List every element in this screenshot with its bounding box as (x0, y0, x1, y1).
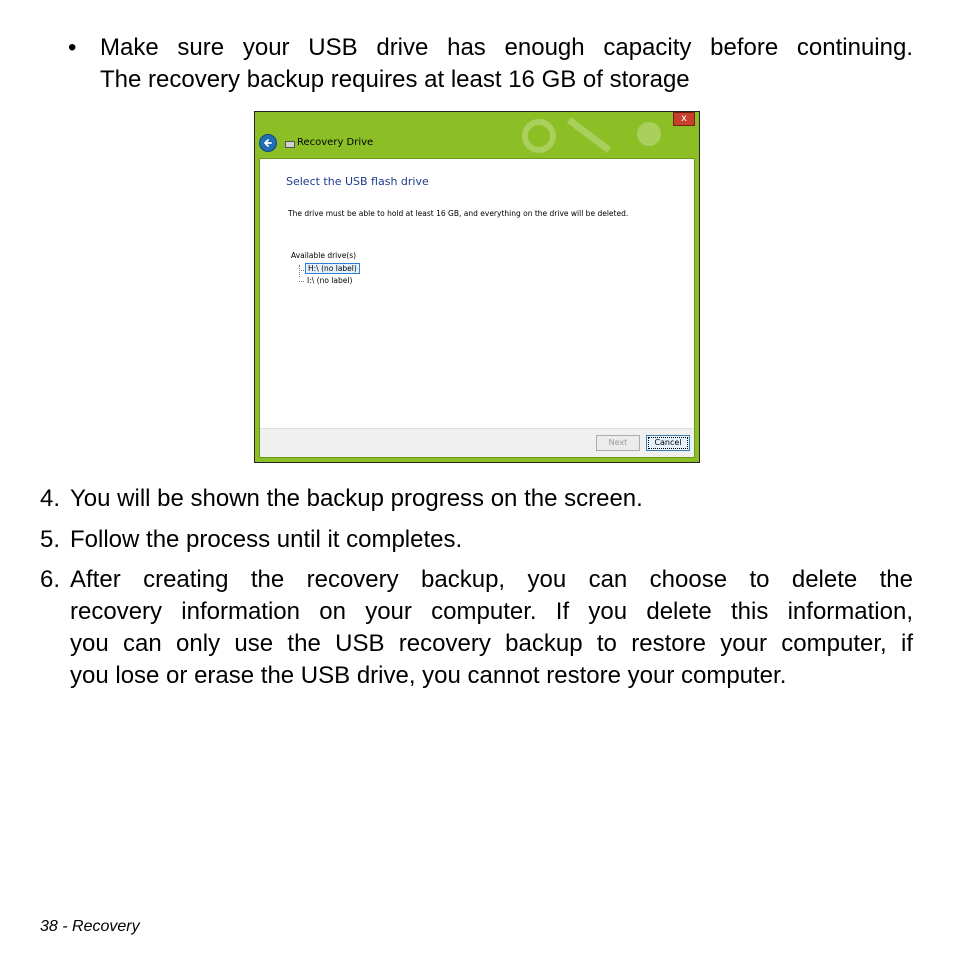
bullet-line-1: Make sure your USB drive has enough capacity before continuing. (100, 34, 913, 61)
drive-item-h[interactable]: H:\ (no label) (305, 263, 360, 274)
tree-line (299, 281, 304, 282)
window-titlebar (259, 134, 679, 156)
bullet-mark: • (68, 34, 77, 61)
wizard-heading: Select the USB flash drive (286, 175, 429, 188)
recovery-drive-window (254, 111, 700, 463)
close-button[interactable]: x (673, 112, 695, 126)
wizard-footer (260, 428, 694, 457)
step-6-line-2: recovery information on your computer. If you delete this information, (70, 598, 913, 625)
back-button[interactable] (259, 134, 277, 152)
drive-icon (285, 141, 295, 148)
window-title: Recovery Drive (297, 137, 374, 148)
step-5-text: Follow the process until it completes. (70, 526, 463, 553)
step-number-6: 6. (40, 566, 61, 593)
drive-item-i[interactable]: I:\ (no label) (307, 276, 353, 285)
step-6-line-4: you lose or erase the USB drive, you cannot restore your computer. (70, 662, 787, 689)
tree-line (299, 265, 300, 277)
step-number-5: 5. (40, 526, 61, 553)
arrow-left-icon (260, 135, 276, 151)
tree-line (299, 270, 304, 271)
bullet-paragraph (100, 32, 913, 96)
next-button[interactable]: Next (596, 435, 640, 451)
step-4-text: You will be shown the backup progress on the screen. (70, 485, 643, 512)
step-6-line-1: After creating the recovery backup, you can choose to delete the (70, 566, 913, 593)
available-drives-label: Available drive(s) (291, 251, 357, 260)
bullet-line-2: The recovery backup requires at least 16 GB of storage (100, 66, 690, 93)
page-footer: 38 - Recovery (40, 918, 140, 935)
step-6-text (70, 564, 913, 692)
window-content (259, 158, 695, 458)
step-6-line-3: you can only use the USB recovery backup to restore your computer, if (70, 630, 913, 657)
cancel-button[interactable]: Cancel (646, 435, 690, 451)
step-number-4: 4. (40, 485, 61, 512)
wizard-description: The drive must be able to hold at least 16 GB, and everything on the drive will be deleted. (288, 209, 629, 218)
